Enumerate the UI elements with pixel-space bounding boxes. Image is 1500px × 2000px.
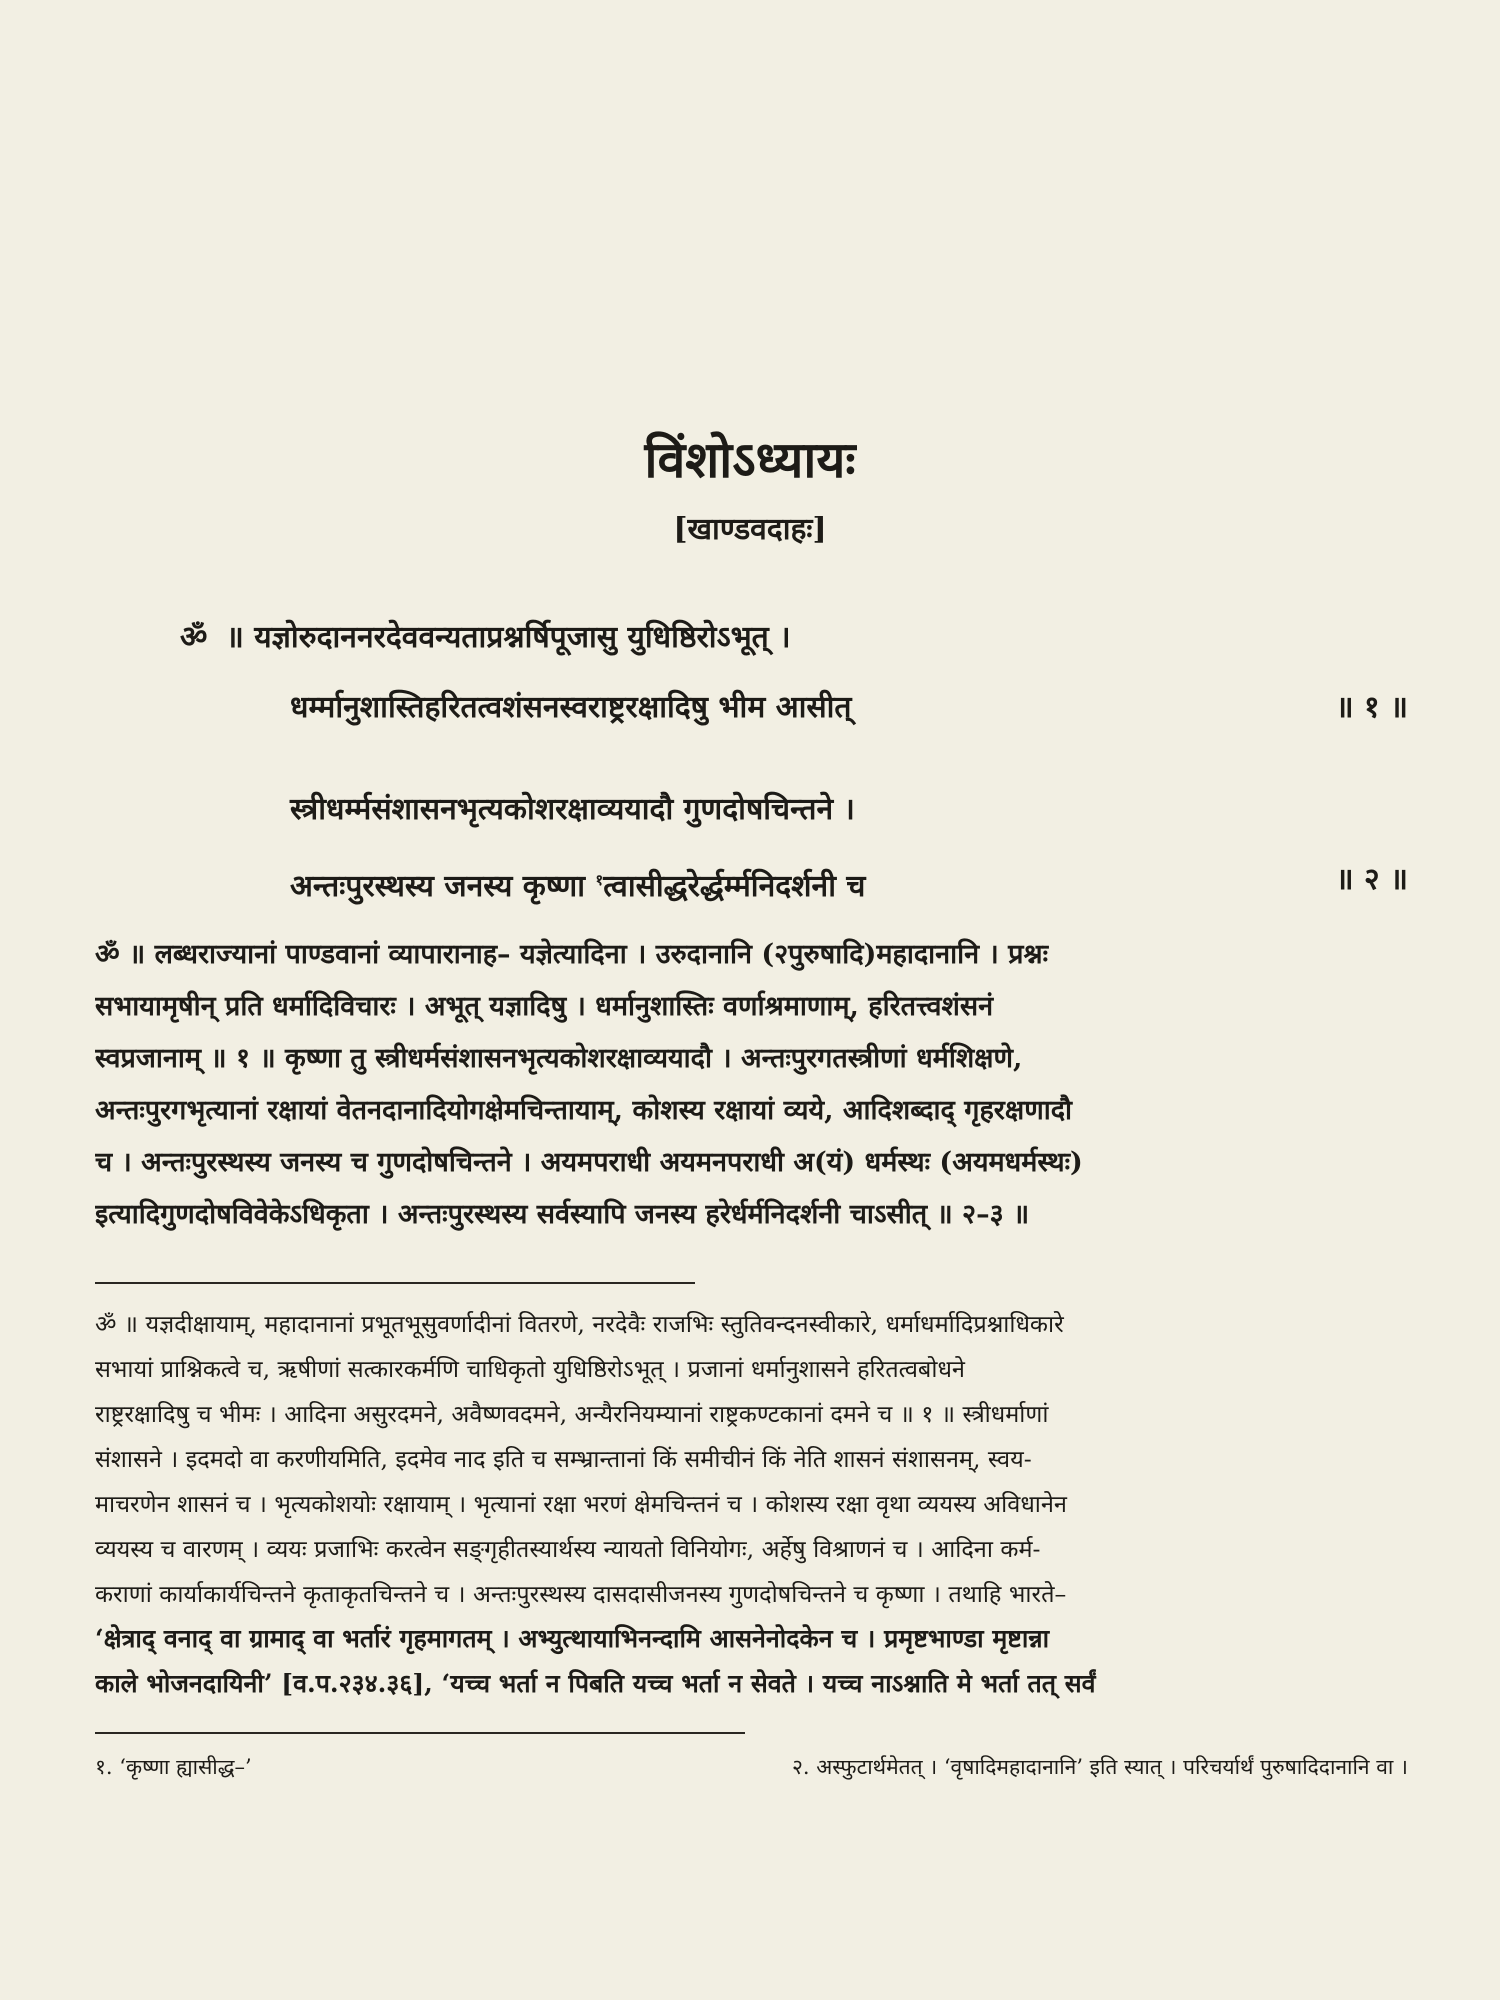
chapter-title: विंशोऽध्यायः bbox=[644, 430, 856, 489]
note-line: ॐ ॥ यज्ञदीक्षायाम्, महादानानां प्रभूतभूसुवर्णादीनां वितरणे, नरदेवैः राजभिः स्तुतिवन्दनस्वीकारे, धर्माधर्मादिप्रश्नाधिकारे bbox=[95, 1310, 1064, 1338]
verse-1-number: ॥ १ ॥ bbox=[1335, 690, 1408, 725]
verse-2-line-1: स्त्रीधर्म्मसंशासनभृत्यकोशरक्षाव्ययादौ गुणदोषचिन्तने । bbox=[290, 792, 855, 827]
note-line-bold: ‘क्षेत्राद् वनाद् वा ग्रामाद् वा भर्तारं गृहमागतम् । अभ्युत्थायाभिनन्दामि आसनेनोदकेन च । प्रमृष्टभाण्डा मृष्टान्ना bbox=[95, 1624, 1050, 1653]
commentary-line: सभायामृषीन् प्रति धर्मादिविचारः । अभूत् यज्ञादिषु । धर्मानुशास्तिः वर्णाश्रमाणाम्, हरितत्त्वशंसनं bbox=[95, 991, 994, 1022]
note-line-bold: काले भोजनदायिनी’ [व.प.२३४.३६], ‘यच्च भर्ता न पिबति यच्च भर्ता न सेवते । यच्च नाऽश्नाति मे भर्ता तत् सर्वं bbox=[95, 1669, 1096, 1698]
chapter-subtitle: [खाण्डवदाहः] bbox=[673, 512, 827, 547]
note-line: सभायां प्राश्निकत्वे च, ऋषीणां सत्कारकर्मणि चाधिकृतो युधिष्ठिरोऽभूत् । प्रजानां धर्मानुशासने हरितत्वबोधने bbox=[95, 1355, 965, 1383]
note-line: माचरणेन शासनं च । भृत्यकोशयोः रक्षायाम् । भृत्यानां रक्षा भरणं क्षेमचिन्तनं च । कोशस्य रक्षा वृथा व्ययस्य अविधानेन bbox=[95, 1490, 1067, 1518]
footnote-divider bbox=[95, 1732, 745, 1734]
footnote-1: १. ‘कृष्णा ह्यासीद्ध–’ bbox=[95, 1755, 252, 1779]
commentary-line: स्वप्रजानाम् ॥ १ ॥ कृष्णा तु स्त्रीधर्मसंशासनभृत्यकोशरक्षाव्ययादौ । अन्तःपुरगतस्त्रीणां धर्मशिक्षणे, bbox=[95, 1043, 1023, 1074]
verse-text: त्वासीद्धरेर्द्धर्म्मनिदर्शनी च bbox=[603, 869, 866, 904]
divider bbox=[95, 1282, 695, 1284]
commentary-line: इत्यादिगुणदोषविवेकेऽधिकृता । अन्तःपुरस्थस्य सर्वस्यापि जनस्य हरेर्धर्मनिदर्शनी चाऽसीत् ॥ २–३ ॥ bbox=[95, 1199, 1030, 1230]
verse-text: यज्ञोरुदाननरदेववन्यताप्रश्नर्षिपूजासु युधिष्ठिरोऽभूत् । bbox=[254, 620, 791, 655]
note-line: संशासने । इदमदो वा करणीयमिति, इदमेव नाद इति च सम्भ्रान्तानां किं समीचीनं किं नेति शासनं संशासनम्, स्वय- bbox=[95, 1445, 1032, 1473]
commentary-line: च । अन्तःपुरस्थस्य जनस्य च गुणदोषचिन्तने । अयमपराधी अयमनपराधी अ(यं) धर्मस्थः (अयमधर्मस्थः) bbox=[95, 1147, 1083, 1178]
commentary-line: अन्तःपुरगभृत्यानां रक्षायां वेतनदानादियोगक्षेमचिन्तायाम्, कोशस्य रक्षायां व्यये, आदिशब्दाद् गृहरक्षणादौ bbox=[95, 1095, 1073, 1126]
verse-prefix: ॥ bbox=[225, 620, 244, 655]
note-line: राष्ट्ररक्षादिषु च भीमः । आदिना असुरदमने, अवैष्णवदमने, अन्यैरनियम्यानां राष्ट्रकण्टकानां दमने च ॥ १ ॥ स्त्रीधर्माणां bbox=[95, 1400, 1049, 1428]
verse-2-number: ॥ २ ॥ bbox=[1335, 862, 1408, 897]
note-line: व्ययस्य च वारणम् । व्ययः प्रजाभिः करत्वेन सङ्गृहीतस्यार्थस्य न्यायतो विनियोगः, अर्हेषु विश्राणनं च । आदिना कर्म- bbox=[95, 1535, 1041, 1563]
footnote-marker: १ bbox=[595, 871, 604, 889]
commentary-line: ॐ ॥ लब्धराज्यानां पाण्डवानां व्यापारानाह– यज्ञेत्यादिना । उरुदानानि (२पुरुषादि)महादानानि । प्रश्नः bbox=[95, 939, 1049, 970]
verse-1-line-1 bbox=[180, 618, 791, 658]
verse-1-line-2: धर्म्मानुशास्तिहरितत्वशंसनस्वराष्ट्ररक्षादिषु भीम आसीत् bbox=[290, 690, 852, 725]
footnote-2: २. अस्फुटार्थमेतत् । ‘वृषादिमहादानानि’ इति स्यात् । परिचर्यार्थं पुरुषादिदानानि वा । bbox=[791, 1755, 1408, 1779]
note-line: कराणां कार्याकार्यचिन्तने कृताकृतचिन्तने च । अन्तःपुरस्थस्य दासदासीजनस्य गुणदोषचिन्तने च कृष्णा । तथाहि भारते– bbox=[95, 1580, 1067, 1608]
verse-2-line-2 bbox=[290, 860, 865, 907]
verse-text: अन्तःपुरस्थस्य जनस्य कृष्णा bbox=[290, 869, 585, 904]
om-symbol: ॐ bbox=[180, 620, 208, 655]
